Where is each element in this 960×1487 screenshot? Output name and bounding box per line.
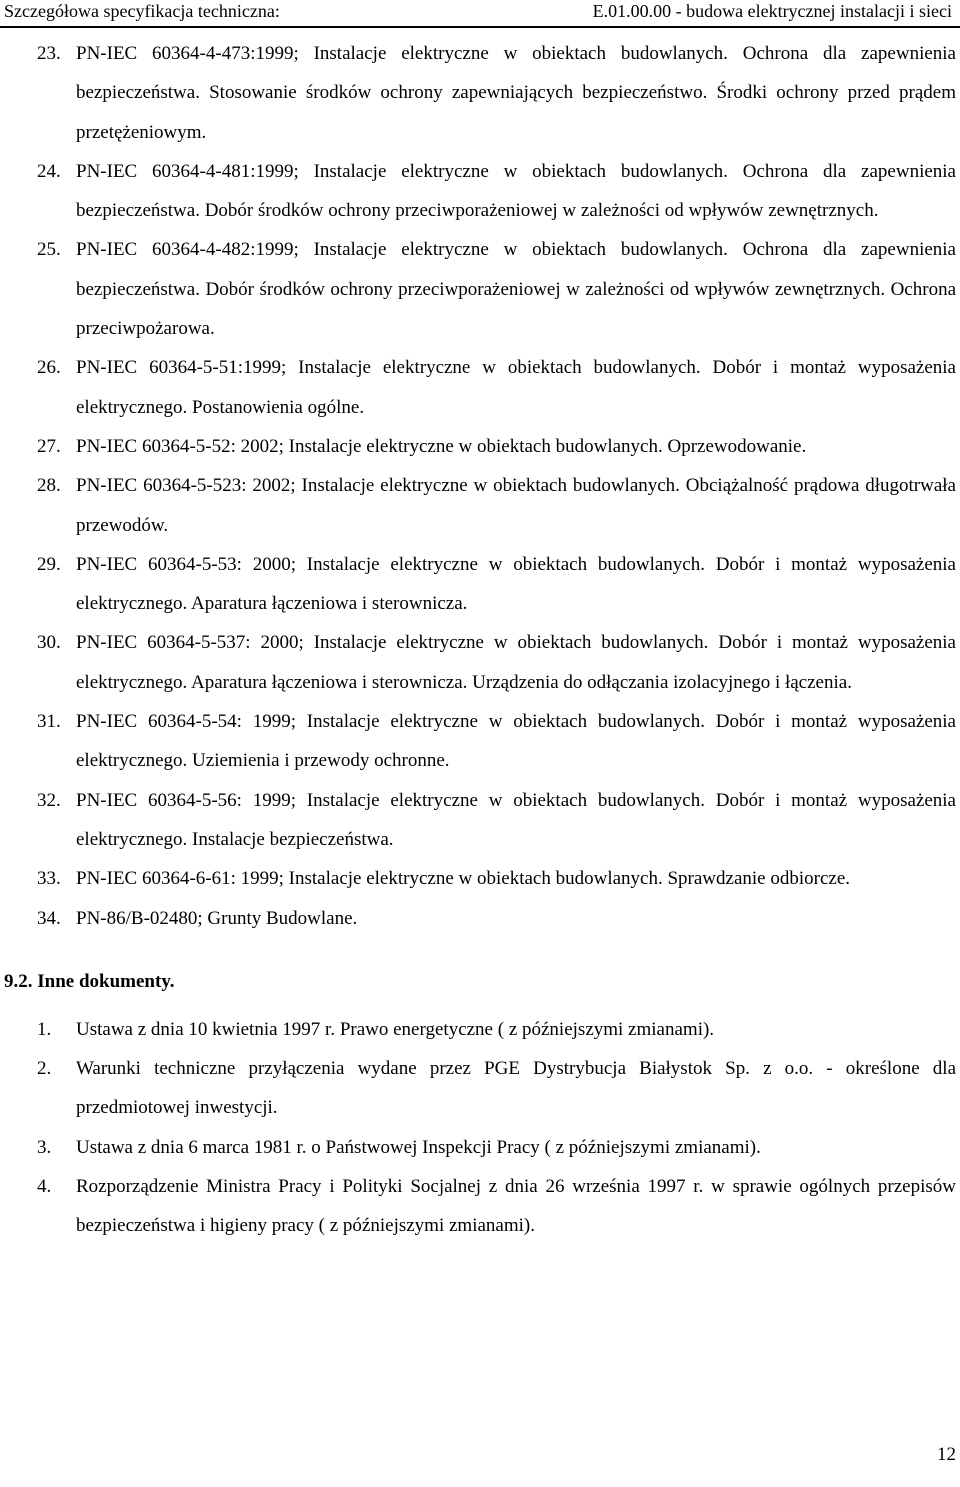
item-text: PN-IEC 60364-4-482:1999; Instalacje elektryczne w obiektach budowlanych. Ochrona dla zapewnienia bezpieczeństwa. Dobór środków ochrony przeciwporażeniowej w zależności od wpływów zewnętrznych. Ochrona przeciwpożarowa.	[76, 239, 956, 340]
item-number: 23.	[37, 43, 61, 64]
item-number: 30.	[37, 632, 61, 654]
list-item	[0, 1010, 960, 1049]
item-number: 29.	[37, 553, 61, 575]
header-title: Szczegółowa specyfikacja techniczna:	[4, 1, 280, 21]
list-item	[0, 781, 960, 860]
item-text: PN-IEC 60364-5-51:1999; Instalacje elektryczne w obiektach budowlanych. Dobór i montaż wyposażenia elektrycznego. Postanowienia ogólne.	[76, 357, 956, 418]
other-documents-list	[0, 1010, 960, 1246]
list-item	[0, 702, 960, 781]
item-text: Rozporządzenie Ministra Pracy i Polityki Socjalnej z dnia 26 września 1997 r. w sprawie ogólnych przepisów bezpieczeństwa i higieny pracy ( z późniejszymi zmianami).	[76, 1176, 956, 1237]
list-item	[0, 623, 960, 702]
item-number: 1.	[37, 1018, 52, 1040]
item-number: 31.	[37, 711, 61, 733]
item-text: PN-IEC 60364-5-523: 2002; Instalacje elektryczne w obiektach budowlanych. Obciążalność prądowa długotrwała przewodów.	[76, 475, 956, 536]
item-number: 4.	[37, 1176, 52, 1198]
item-text: PN-IEC 60364-4-481:1999; Instalacje elektryczne w obiektach budowlanych. Ochrona dla zapewnienia bezpieczeństwa. Dobór środków ochrony przeciwporażeniowej w zależności od wpływów zewnętrznych.	[76, 160, 956, 222]
document-body	[0, 34, 960, 1246]
list-item	[0, 545, 960, 624]
item-text: PN-IEC 60364-5-54: 1999; Instalacje elektryczne w obiektach budowlanych. Dobór i montaż wyposażenia elektrycznego. Uziemienia i przewody ochronne.	[76, 711, 956, 772]
list-item	[0, 152, 960, 231]
item-text: PN-IEC 60364-4-473:1999; Instalacje elektryczne w obiektach budowlanych. Ochrona dla zapewnienia bezpieczeństwa. Stosowanie środków ochrony zapewniających bezpieczeństwo. Środki ochrony przed prądem przetężeniowym.	[76, 43, 956, 143]
header-divider	[0, 26, 960, 28]
item-number: 28.	[37, 475, 61, 497]
item-number: 26.	[37, 357, 61, 379]
list-item	[0, 1128, 960, 1167]
item-number: 25.	[37, 239, 61, 261]
item-number: 3.	[37, 1136, 52, 1158]
item-text: PN-IEC 60364-5-537: 2000; Instalacje elektryczne w obiektach budowlanych. Dobór i montaż wyposażenia elektrycznego. Aparatura łączeniowa i sterownicza. Urządzenia do odłączania izolacyjnego i łączenia.	[76, 632, 956, 693]
item-text: Ustawa z dnia 10 kwietnia 1997 r. Prawo energetyczne ( z późniejszymi zmianami).	[76, 1018, 715, 1040]
page-number: 12	[937, 1444, 956, 1465]
page-header	[0, 0, 960, 24]
item-number: 24.	[37, 160, 61, 182]
list-item	[0, 427, 960, 466]
item-number: 2.	[37, 1058, 52, 1080]
standards-list	[0, 34, 960, 938]
list-item	[0, 348, 960, 427]
item-text: PN-IEC 60364-5-53: 2000; Instalacje elektryczne w obiektach budowlanych. Dobór i montaż wyposażenia elektrycznego. Aparatura łączeniowa i sterownicza.	[76, 553, 956, 615]
item-number: 32.	[37, 789, 61, 811]
item-text: PN-IEC 60364-5-52: 2002; Instalacje elektryczne w obiektach budowlanych. Oprzewodowanie.	[76, 435, 807, 457]
header-document-code: E.01.00.00 - budowa elektrycznej instalacji i sieci	[592, 1, 952, 21]
section-heading: 9.2. Inne dokumenty.	[4, 970, 175, 992]
list-item	[0, 34, 960, 152]
item-text: PN-IEC 60364-5-56: 1999; Instalacje elektryczne w obiektach budowlanych. Dobór i montaż wyposażenia elektrycznego. Instalacje bezpieczeństwa.	[76, 789, 956, 850]
item-text: PN-IEC 60364-6-61: 1999; Instalacje elektryczne w obiektach budowlanych. Sprawdzanie odbiorcze.	[76, 868, 850, 890]
item-number: 34.	[37, 907, 61, 929]
item-number: 33.	[37, 868, 61, 890]
item-text: PN-86/B-02480; Grunty Budowlane.	[76, 907, 358, 929]
item-number: 27.	[37, 435, 61, 457]
list-item	[0, 899, 960, 938]
list-item	[0, 859, 960, 898]
list-item	[0, 230, 960, 348]
list-item	[0, 1167, 960, 1246]
item-text: Ustawa z dnia 6 marca 1981 r. o Państwowej Inspekcji Pracy ( z późniejszymi zmianami).	[76, 1136, 761, 1158]
item-text: Warunki techniczne przyłączenia wydane przez PGE Dystrybucja Białystok Sp. z o.o. - określone dla przedmiotowej inwestycji.	[76, 1058, 956, 1119]
list-item	[0, 1049, 960, 1128]
list-item	[0, 466, 960, 545]
